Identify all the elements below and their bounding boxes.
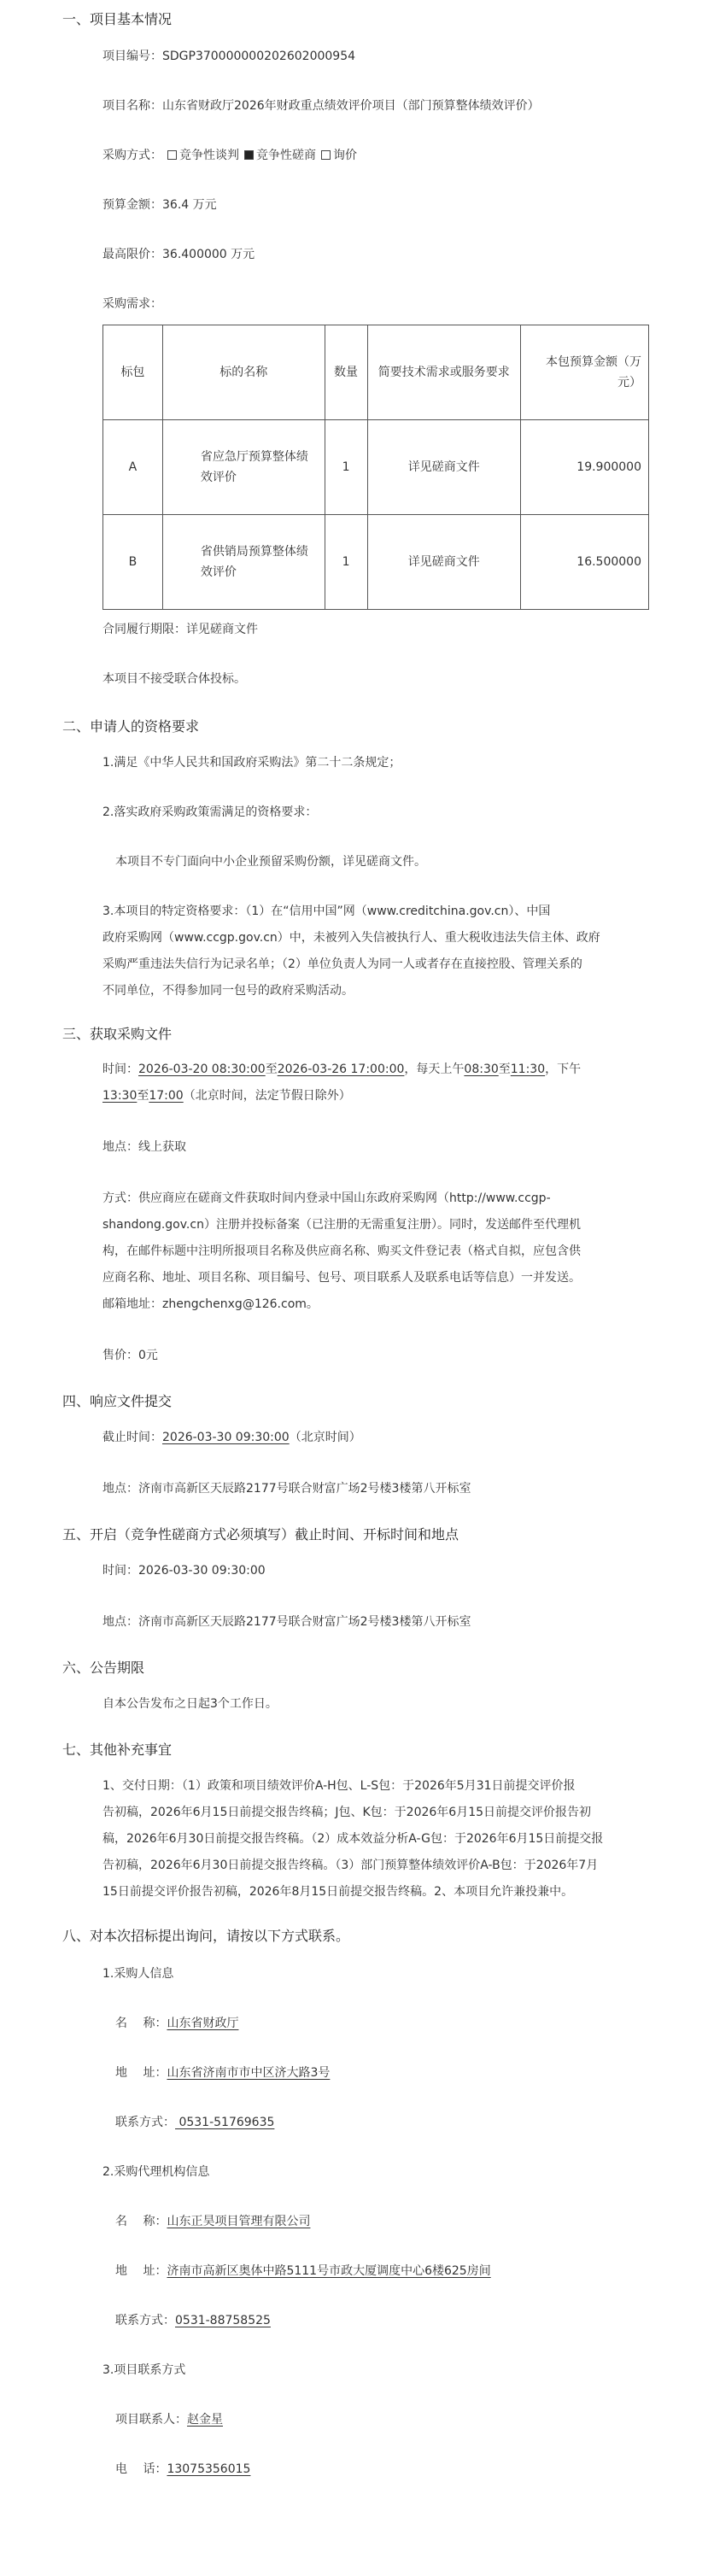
section-6-heading: 六、公告期限	[62, 1660, 145, 1676]
max-limit: 最高限价：36.400000 万元	[102, 248, 255, 261]
agent-name	[115, 2212, 310, 2231]
procurement-method	[102, 146, 357, 165]
obtain-start-time: 2026-03-20 08:30:00	[138, 1063, 266, 1076]
agent-contact-label: 联系方式：	[115, 2314, 175, 2327]
qualification-3-line: 不同单位，不得参加同一包号的政府采购活动。	[102, 984, 354, 998]
am-start-time: 08:30	[464, 1063, 499, 1076]
submit-place: 地点：济南市高新区天辰路2177号联合财富广场2号楼3楼第八开标室	[102, 1482, 471, 1496]
agent-contact	[115, 2311, 271, 2330]
section-7-heading: 七、其他补充事宜	[62, 1742, 173, 1758]
buyer-contact	[115, 2113, 274, 2132]
project-contact-person	[115, 2410, 223, 2429]
agent-contact-value: 0531-88758525	[175, 2314, 271, 2327]
opening-place: 地点：济南市高新区天辰路2177号联合财富广场2号楼3楼第八开标室	[102, 1615, 471, 1629]
method-option-negotiation: 竞争性谈判	[179, 149, 239, 162]
project-contact-phone-value: 13075356015	[167, 2462, 251, 2476]
table-cell: 1	[325, 515, 367, 610]
buyer-address-value: 山东省济南市市中区济大路3号	[167, 2066, 331, 2080]
table-cell: 16.500000	[521, 515, 649, 610]
agent-address-value: 济南市高新区奥体中路5111号市政大厦调度中心6楼625房间	[167, 2264, 491, 2278]
project-contact-person-label: 项目联系人：	[115, 2413, 187, 2427]
table-header-cell: 简要技术需求或服务要求	[367, 325, 521, 420]
pm-label: ，下午	[545, 1063, 582, 1076]
obtain-time-to: 至	[265, 1063, 278, 1076]
obtain-method-line: 方式：供应商应在磋商文件获取时间内登录中国山东政府采购网（http://www.ccgp-	[102, 1191, 551, 1205]
document-price: 售价：0元	[102, 1349, 158, 1362]
obtain-end-time: 2026-03-26 17:00:00	[277, 1063, 405, 1076]
supplement-line: 1、交付日期：（1）政策和项目绩效评价A-H包、L-S包：于2026年5月31日前提交评价报	[102, 1779, 576, 1793]
am-end-time: 11:30	[510, 1063, 546, 1076]
obtain-method-line: 应商名称、地址、项目名称、项目编号、包号、项目联系人及联系电话等信息）一并发送。	[102, 1271, 581, 1285]
method-option-inquiry: 询价	[333, 149, 357, 162]
section-4-heading: 四、响应文件提交	[62, 1393, 173, 1409]
budget-amount: 预算金额：36.4 万元	[102, 198, 217, 212]
qualification-3-line: 3.本项目的特定资格要求：（1）在“信用中国”网（www.creditchina.gov.cn）、中国	[102, 905, 551, 918]
table-header-row	[103, 325, 649, 420]
project-contact-person-value: 赵金星	[187, 2413, 223, 2427]
obtain-method-line: 构，在邮件标题中注明所报项目名称及供应商名称、购买文件登记表（格式自拟，应包含供	[102, 1244, 581, 1258]
project-contact-phone	[115, 2460, 250, 2479]
table-header-cell: 标的名称	[162, 325, 325, 420]
agent-address-label: 地 址：	[115, 2264, 167, 2278]
opening-time: 时间：2026-03-30 09:30:00	[102, 1564, 266, 1578]
buyer-name-value: 山东省财政厅	[167, 2017, 239, 2030]
table-header-cell: 本包预算金额（万元）	[521, 325, 649, 420]
agent-name-value: 山东正昊项目管理有限公司	[167, 2215, 311, 2228]
checkbox-unchecked-icon	[321, 150, 331, 160]
buyer-contact-label: 联系方式：	[115, 2116, 175, 2129]
project-contact-phone-label: 电 话：	[115, 2462, 167, 2476]
obtain-time-pm	[102, 1086, 351, 1105]
agent-address	[115, 2262, 491, 2280]
project-number: 项目编号：SDGP370000000202602000954	[102, 50, 356, 63]
table-cell: 详见磋商文件	[367, 515, 521, 610]
submit-deadline	[102, 1428, 361, 1447]
buyer-address-label: 地 址：	[115, 2066, 167, 2080]
table-row	[103, 420, 649, 515]
contract-period: 合同履行期限：详见磋商文件	[102, 623, 258, 636]
qualification-2: 2.落实政府采购政策需满足的资格要求：	[102, 805, 318, 819]
table-cell: 19.900000	[521, 420, 649, 515]
section-5-heading: 五、开启（竞争性磋商方式必须填写）截止时间、开标时间和地点	[62, 1526, 459, 1543]
obtain-time-daily: ，每天上午	[404, 1063, 465, 1076]
obtain-method-email: 邮箱地址：zhengchenxg@126.com。	[102, 1297, 319, 1311]
pm-start-time: 13:30	[102, 1089, 138, 1103]
agent-name-label: 名 称：	[115, 2215, 167, 2228]
supplement-line: 15日前提交评价报告初稿，2026年8月15日前提交报告终稿。2、本项目允许兼投兼中。	[102, 1885, 574, 1899]
section-2-heading: 二、申请人的资格要求	[62, 718, 200, 735]
buyer-name-label: 名 称：	[115, 2017, 167, 2030]
table-row	[103, 515, 649, 610]
qualification-2-detail: 本项目不专门面向中小企业预留采购份额，详见磋商文件。	[115, 855, 426, 869]
table-cell: 详见磋商文件	[367, 420, 521, 515]
obtain-place: 地点：线上获取	[102, 1140, 186, 1154]
submit-deadline-note: （北京时间）	[289, 1431, 361, 1444]
table-cell: 省供销局预算整体绩效评价	[162, 515, 325, 610]
supplement-line: 告初稿，2026年6月30日前提交报告终稿。（3）部门预算整体绩效评价A-B包：于2026年7月	[102, 1859, 599, 1872]
pm-time-to: 至	[137, 1089, 149, 1103]
obtain-time	[102, 1060, 581, 1079]
no-consortium-note: 本项目不接受联合体投标。	[102, 672, 246, 686]
demand-label: 采购需求：	[102, 297, 162, 311]
project-name: 项目名称：山东省财政厅2026年财政重点绩效评价项目（部门预算整体绩效评价）	[102, 99, 540, 113]
agent-info-title: 2.采购代理机构信息	[102, 2165, 210, 2179]
obtain-time-note: （北京时间，法定节假日除外）	[183, 1089, 351, 1103]
method-option-consultation: 竞争性磋商	[256, 149, 316, 162]
obtain-time-label: 时间：	[102, 1063, 138, 1076]
qualification-1: 1.满足《中华人民共和国政府采购法》第二十二条规定；	[102, 756, 401, 770]
procurement-items-table	[102, 325, 649, 610]
table-header-cell: 数量	[325, 325, 367, 420]
qualification-3-line: 采购严重违法失信行为记录名单；（2）单位负责人为同一人或者存在直接控股、管理关系的	[102, 957, 582, 971]
buyer-info-title: 1.采购人信息	[102, 1967, 174, 1981]
buyer-address	[115, 2064, 330, 2082]
project-contact-title: 3.项目联系方式	[102, 2363, 186, 2377]
submit-deadline-label: 截止时间：	[102, 1431, 162, 1444]
section-1-heading: 一、项目基本情况	[62, 11, 173, 27]
supplement-line: 告初稿，2026年6月15日前提交报告终稿；J包、K包：于2026年6月15日前提交评价报告初	[102, 1806, 592, 1819]
checkbox-unchecked-icon	[167, 150, 177, 160]
qualification-3-line: 政府采购网（www.ccgp.gov.cn）中，未被列入失信被执行人、重大税收违法失信主体、政府	[102, 931, 600, 945]
announcement-period: 自本公告发布之日起3个工作日。	[102, 1697, 278, 1711]
table-header-cell: 标包	[103, 325, 163, 420]
supplement-line: 稿，2026年6月30日前提交报告终稿。（2）成本效益分析A-G包：于2026年6月15日前提交报	[102, 1832, 604, 1846]
submit-deadline-time: 2026-03-30 09:30:00	[162, 1431, 290, 1444]
table-cell: 1	[325, 420, 367, 515]
table-cell: 省应急厅预算整体绩效评价	[162, 420, 325, 515]
procurement-method-label: 采购方式：	[102, 149, 162, 162]
buyer-name	[115, 2014, 238, 2033]
obtain-method-line: shandong.gov.cn）注册并投标备案（已注册的无需重复注册）。同时，发送邮件至代理机	[102, 1218, 581, 1232]
section-8-heading: 八、对本次招标提出询问，请按以下方式联系。	[62, 1928, 350, 1944]
pm-end-time: 17:00	[149, 1089, 184, 1103]
buyer-contact-value: 0531-51769635	[175, 2116, 275, 2129]
am-time-to: 至	[498, 1063, 511, 1076]
table-cell: B	[103, 515, 163, 610]
section-3-heading: 三、获取采购文件	[62, 1026, 173, 1042]
table-cell: A	[103, 420, 163, 515]
checkbox-checked-icon	[244, 150, 254, 160]
